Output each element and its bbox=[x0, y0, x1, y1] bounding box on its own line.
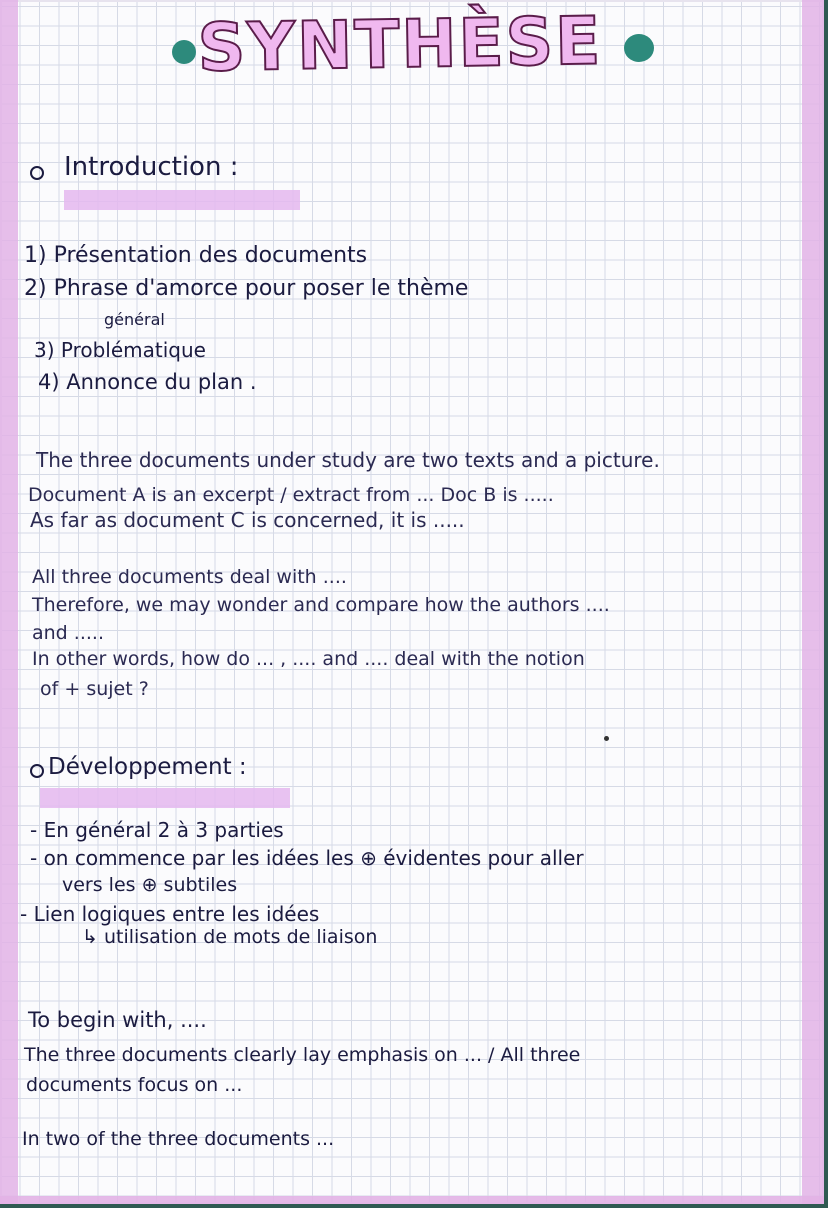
page-title: SYNTHÈSE bbox=[197, 2, 603, 87]
intro-step-1: 1) Présentation des documents bbox=[24, 243, 368, 268]
intro-paragraph1-line1: The three documents under study are two texts and a picture. bbox=[36, 448, 660, 472]
intro-step-3: 3) Problématique bbox=[34, 338, 206, 362]
intro-paragraph2-line5: of + sujet ? bbox=[40, 678, 149, 700]
intro-step-4: 4) Annonce du plan . bbox=[38, 370, 257, 394]
dev-point-3: - Lien logiques entre les idées bbox=[20, 902, 320, 926]
intro-step-2-continued: général bbox=[104, 310, 165, 329]
intro-paragraph2-line2: Therefore, we may wonder and compare how the authors .... bbox=[32, 594, 610, 616]
developpement-bullet bbox=[30, 764, 44, 778]
dev-paragraph2-line1: In two of the three documents ... bbox=[22, 1128, 335, 1150]
introduction-highlight bbox=[64, 190, 300, 210]
developpement-heading: Développement : bbox=[48, 754, 247, 780]
right-margin-highlight bbox=[802, 0, 824, 1204]
left-margin-highlight bbox=[0, 0, 18, 1204]
intro-paragraph2-line3: and ..... bbox=[32, 622, 104, 644]
dev-paragraph1-line2: The three documents clearly lay emphasis on ... / All three bbox=[24, 1044, 581, 1066]
intro-step-2: 2) Phrase d'amorce pour poser le thème bbox=[24, 276, 469, 301]
bottom-margin-highlight bbox=[0, 1196, 824, 1204]
intro-paragraph2-line1: All three documents deal with .... bbox=[32, 566, 347, 588]
dev-point-2: - on commence par les idées les ⊕ évidentes pour aller bbox=[30, 846, 584, 870]
title-right-dot bbox=[624, 34, 654, 62]
intro-paragraph2-line4: In other words, how do ... , .... and .... deal with the notion bbox=[32, 648, 585, 670]
intro-paragraph1-line3: As far as document C is concerned, it is ..... bbox=[30, 508, 465, 532]
intro-paragraph1-line2: Document A is an excerpt / extract from ... Doc B is ..... bbox=[28, 484, 554, 506]
dev-point-1: - En général 2 à 3 parties bbox=[30, 818, 284, 842]
dev-point-2-continued: vers les ⊕ subtiles bbox=[62, 874, 238, 896]
stray-ink-dot bbox=[604, 736, 609, 741]
introduction-bullet bbox=[30, 166, 44, 180]
dev-paragraph1-line1: To begin with, .... bbox=[28, 1008, 207, 1032]
developpement-highlight bbox=[40, 788, 290, 808]
dev-point-3-detail: ↳ utilisation de mots de liaison bbox=[82, 926, 378, 948]
dev-paragraph1-line3: documents focus on ... bbox=[26, 1074, 243, 1096]
introduction-heading: Introduction : bbox=[64, 152, 239, 182]
